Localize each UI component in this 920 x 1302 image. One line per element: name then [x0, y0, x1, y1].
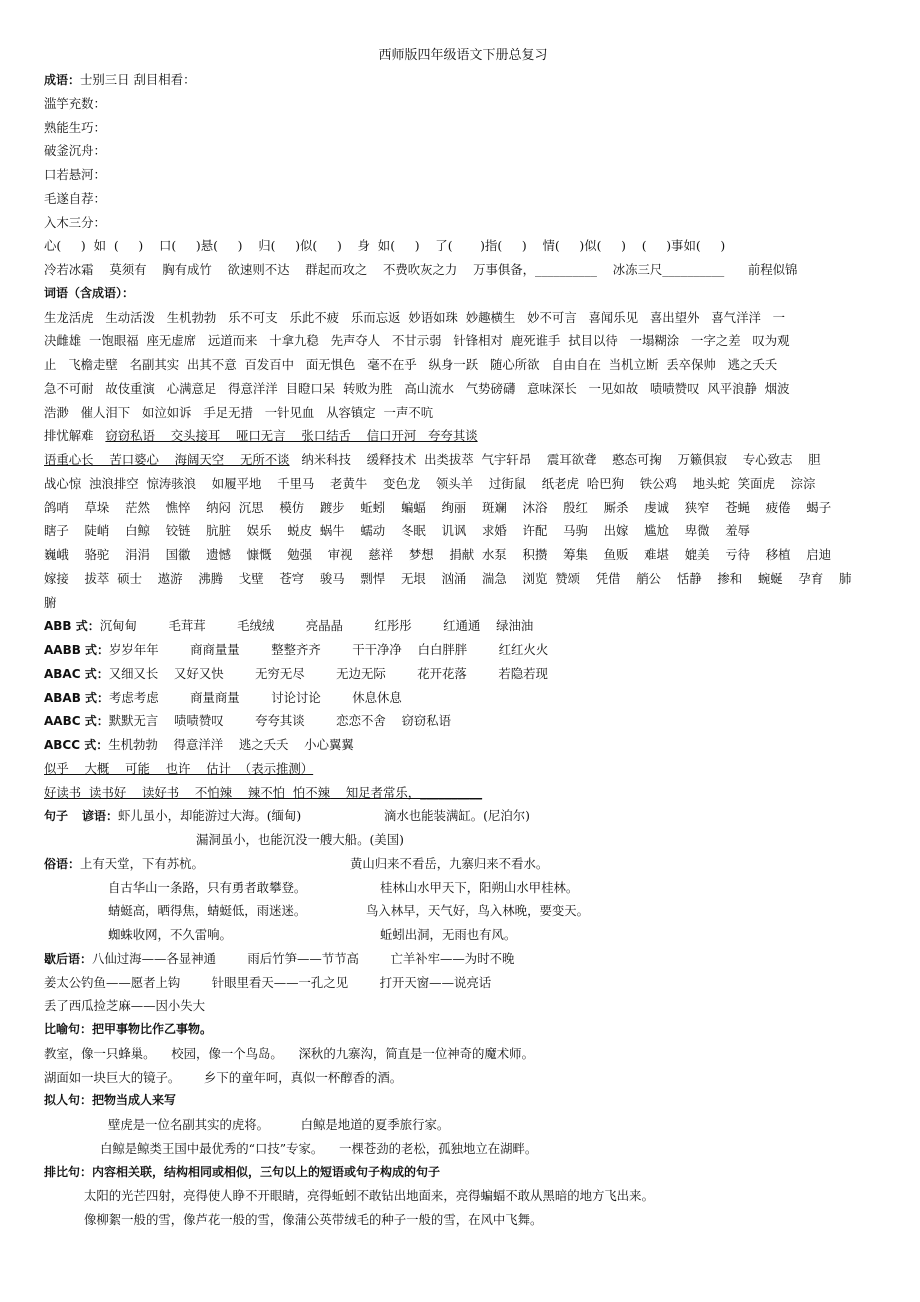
idiom-line: 毛遂自荐：	[44, 190, 106, 206]
personification-heading: 拟人句：把物当成人来写	[44, 1093, 177, 1108]
pattern-label: ABCC 式：	[44, 738, 109, 752]
sentence-heading: 句子	[44, 809, 69, 824]
idiom-line: 入木三分：	[44, 214, 106, 230]
pattern-label: AABB 式：	[44, 643, 110, 657]
proverb-item: 蜻蜓高，晒得焦，蜻蜓低，雨迷迷。	[108, 903, 307, 919]
pattern-text: 沉甸甸 毛茸茸 毛绒绒 亮晶晶 红彤彤 红通通 绿油油	[99, 618, 534, 634]
proverb-line	[44, 899, 882, 923]
words-underlined: 窃窃私语 交头接耳 哑口无言 张口结舌 信口开河 夸夸其谈	[105, 428, 478, 444]
pattern-text: 又细又长 又好又快 无穷无尽 无边无际 花开花落 若隐若现	[108, 665, 548, 681]
pattern-label: ABAB 式：	[44, 690, 110, 705]
xiehouyu-line	[44, 947, 882, 971]
idiom-text: 士别三日 刮目相看：	[80, 72, 196, 87]
pattern-line	[44, 733, 882, 757]
proverb-heading: 俗语：	[44, 856, 81, 871]
pattern-line	[44, 638, 882, 662]
pattern-text: 考虑考虑 商量商量 讨论讨论 休息休息	[109, 689, 402, 705]
reading-words: 好读书 读书好 读好书 不怕辣 辣不怕 怕不辣	[44, 784, 331, 800]
reading-saying: 知足者常乐，__________	[330, 784, 483, 800]
words-line: 腑	[44, 594, 57, 610]
proverb-item: 黄山归来不看岳，九寨归来不看水。	[350, 855, 549, 871]
parallelism-line: 像柳絮一般的雪，像芦花一般的雪，像蒲公英带绒毛的种子一般的雪，在风中飞舞。	[84, 1212, 543, 1227]
sentence-item: 滴水也能装满缸。(尼泊尔)	[384, 808, 530, 824]
parallelism-line: 太阳的光芒四射，亮得使人睁不开眼睛，亮得蚯蚓不敢钻出地面来，亮得蝙蝠不敢从黑暗的地方飞出来。	[84, 1188, 654, 1204]
words-line	[44, 424, 882, 448]
reading-line	[44, 781, 882, 805]
words-line: 止 飞檐走壁 名副其实 出其不意 百发百中 面无惧色 毫不在乎 纵身一跃 随心所欲 自由自在 当机立断 丢卒保帅 逃之夭夭	[44, 357, 778, 372]
pattern-line	[44, 709, 882, 733]
sentence-item: 虾儿虽小，却能游过大海。(缅甸)	[118, 808, 302, 824]
document-page	[44, 44, 882, 1232]
words-heading: 词语（含成语）：	[44, 285, 135, 300]
words-line: 决雌雄 一饱眼福 座无虚席 远道而来 十拿九稳 先声夺人 不甘示弱 针锋相对 鹿死谁手 拭目以待 一塌糊涂 一字之差 叹为观	[44, 333, 790, 349]
words-rest: 纳米科技 缓释技术 出类拔萃 气宇轩昂 震耳欲聋 憨态可掬 万籁俱寂 专心致志 胆	[289, 452, 821, 467]
proverb-line	[44, 876, 882, 900]
sentence-sub-heading: 谚语：	[82, 809, 119, 824]
proverb-item: 蚯蚓出洞，无雨也有风。	[380, 927, 517, 942]
words-line: 巍峨 骆驼 涓涓 国徽 遗憾 慷慨 勉强 审视 慈祥 梦想 捐献 水泵 积攒 筹集 鱼贩 难堪 媲美 亏待 移植 启迪	[44, 547, 832, 562]
proverb-line	[44, 852, 882, 876]
metaphor-heading: 比喻句：把甲事物比作乙事物。	[44, 1022, 213, 1036]
idiom-fill-blank-line: 心( ) 如 ( ) 口( )悬( ) 归( )似( ) 身 如( ) 了( )指( ) 情( )似( ) ( )事如( )	[44, 238, 726, 254]
sentence-line	[44, 804, 882, 828]
pattern-text: 岁岁年年 商商量量 整整齐齐 干干净净 白白胖胖 红红火火	[109, 642, 549, 657]
words-line	[44, 448, 882, 472]
xiehouyu-line: 丢了西瓜捡芝麻——因小失大	[44, 998, 206, 1014]
document-title: 西师版四年级语文下册总复习	[378, 48, 548, 63]
metaphor-line: 教室，像一只蜂巢。 校园，像一个鸟岛。 深秋的九寨沟，简直是一位神奇的魔术师。	[44, 1045, 534, 1061]
idiom-line: 口若悬河：	[44, 167, 106, 182]
proverb-item: 上有天堂，下有苏杭。	[80, 855, 204, 871]
pattern-line	[44, 686, 882, 710]
words-prefix: 排忧解难	[44, 428, 106, 444]
pattern-line	[44, 662, 882, 686]
parallelism-heading: 排比句：内容相关联，结构相同或相似，三句以上的短语或句子构成的句子	[44, 1164, 441, 1179]
metaphor-line: 湖面如一块巨大的镜子。 乡下的童年呵，真似一杯醇香的酒。	[44, 1069, 403, 1085]
words-line: 生龙活虎 生动活泼 生机勃勃 乐不可支 乐此不疲 乐而忘返 妙语如珠 妙趣横生 妙不可言 喜闻乐见 喜出望外 喜气洋洋 一	[44, 309, 786, 325]
pattern-label: ABAC 式：	[44, 666, 109, 681]
pattern-text: 生机勃勃 得意洋洋 逃之夭夭 小心翼翼	[108, 737, 354, 752]
personification-line: 壁虎是一位名副其实的虎将。 白鲸是地道的夏季旅行家。	[108, 1117, 450, 1132]
idiom-heading: 成语：	[44, 73, 81, 87]
idiom-line: 熟能生巧：	[44, 119, 106, 135]
guess-words: 似乎 大概 可能 也许 估计 （表示推测）	[44, 760, 314, 776]
idiom-line: 冷若冰霜 莫须有 胸有成竹 欲速则不达 群起而攻之 不费吹灰之力 万事俱备，__________ 冰冻三尺__________ 前程似锦	[44, 262, 798, 277]
words-line: 鸽哨 草垛 茫然 憔悴 纳闷 沉思 模仿 踱步 蚯蚓 蝙蝠 绚丽 斑斓 沐浴 殷红 厮杀 虔诚 狭窄 苍蝇 疲倦 蝎子	[44, 499, 832, 515]
proverb-item: 蜘蛛收网，不久雷响。	[108, 927, 232, 942]
pattern-label: ABB 式：	[44, 619, 100, 634]
proverb-item: 自古华山一条路，只有勇者敢攀登。	[108, 879, 307, 895]
words-line: 战心惊 浊浪排空 惊涛骇浪 如履平地 千里马 老黄牛 变色龙 领头羊 过街鼠 纸老虎 哈巴狗 铁公鸡 地头蛇 笑面虎 淙淙	[44, 475, 816, 491]
words-line: 瞎子 陡峭 白鲸 铰链 肮脏 娱乐 蜕皮 蜗牛 蠕动 冬眠 讥讽 求婚 许配 马驹 出嫁 尴尬 卑微 羞辱	[44, 523, 751, 539]
words-line: 嫁接 拔萃 硕士 遨游 沸腾 戈壁 苍穹 骏马 剽悍 无垠 汹涌 湍急 浏览 赞颂 凭借 艄公 恬静 掺和 蜿蜒 孕育 肺	[44, 570, 852, 586]
pattern-line	[44, 614, 882, 638]
pattern-text: 默默无言 啧啧赞叹 夸夸其谈 恋恋不舍 窃窃私语	[108, 713, 452, 729]
guess-line	[44, 757, 882, 781]
words-line: 浩渺 催人泪下 如泣如诉 手足无措 一针见血 从容镇定 一声不吭	[44, 404, 434, 420]
words-line: 急不可耐 故伎重演 心满意足 得意洋洋 目瞪口呆 转败为胜 高山流水 气势磅礴 意味深长 一见如故 啧啧赞叹 风平浪静 烟波	[44, 380, 790, 396]
xiehouyu-line: 姜太公钓鱼——愿者上钩 针眼里看天——一孔之见 打开天窗——说亮话	[44, 974, 492, 990]
sentence-item: 漏洞虽小，也能沉没一艘大船。(美国)	[196, 832, 404, 847]
pattern-label: AABC 式：	[44, 714, 109, 729]
proverb-line	[44, 923, 882, 947]
xiehouyu-text: 八仙过海——各显神通 雨后竹笋——节节高 亡羊补牢——为时不晚	[92, 950, 515, 966]
idiom-line: 滥竽充数：	[44, 95, 106, 111]
proverb-item: 鸟入林早，天气好，鸟入林晚，要变天。	[366, 903, 590, 919]
proverb-item: 桂林山水甲天下，阳朔山水甲桂林。	[380, 879, 579, 895]
personification-line: 白鲸是鲸类王国中最优秀的“口技”专家。 一棵苍劲的老松，孤独地立在湖畔。	[100, 1140, 538, 1156]
idiom-line	[44, 68, 882, 92]
xiehouyu-heading: 歇后语：	[44, 951, 93, 966]
words-underlined: 语重心长 苦口婆心 海阔天空 无所不谈	[44, 452, 290, 467]
idiom-line: 破釜沉舟：	[44, 143, 106, 159]
